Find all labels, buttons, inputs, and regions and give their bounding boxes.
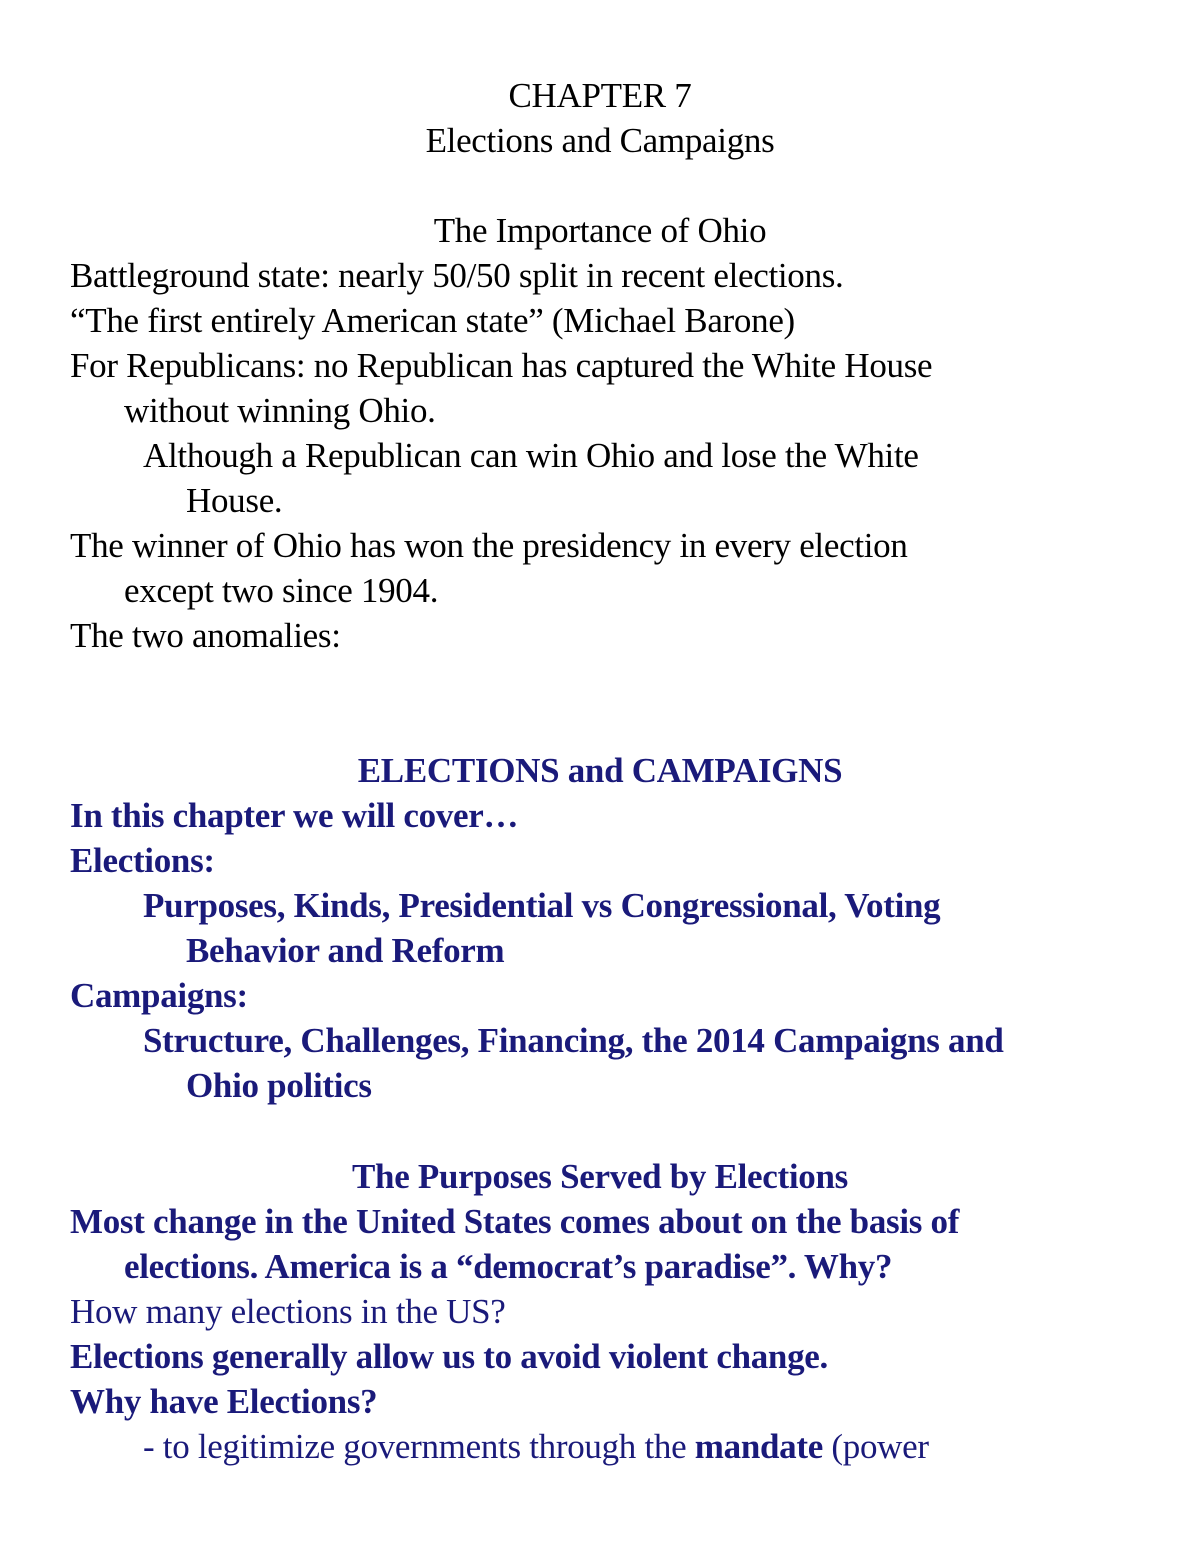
purposes-line-how-many: How many elections in the US?	[70, 1292, 506, 1331]
overview-intro: In this chapter we will cover…	[70, 796, 519, 835]
chapter-number: CHAPTER 7	[508, 76, 692, 115]
overview-elections-label: Elections:	[70, 841, 215, 880]
purposes-line-violent-change: Elections generally allow us to avoid violent change.	[70, 1337, 828, 1376]
legitimize-text: - to legitimize governments through the	[143, 1427, 695, 1466]
legitimize-text-end: (power	[822, 1427, 929, 1466]
chapter-title: Elections and Campaigns	[425, 121, 775, 160]
ohio-line-battleground: Battleground state: nearly 50/50 split in recent elections.	[70, 256, 844, 295]
ohio-line-winner: The winner of Ohio has won the presidency in every election	[70, 526, 908, 565]
section-heading-ohio: The Importance of Ohio	[433, 211, 767, 250]
ohio-line-winner-cont: except two since 1904.	[124, 571, 439, 610]
section-heading-overview: ELECTIONS and CAMPAIGNS	[357, 751, 843, 790]
mandate-term: mandate	[694, 1427, 823, 1466]
ohio-line-republicans: For Republicans: no Republican has captured the White House	[70, 346, 933, 385]
overview-elections-topics-cont: Behavior and Reform	[186, 931, 505, 970]
overview-elections-topics: Purposes, Kinds, Presidential vs Congressional, Voting	[143, 886, 941, 925]
ohio-line-quote: “The first entirely American state” (Michael Barone)	[70, 301, 795, 340]
purposes-line-why: Why have Elections?	[70, 1382, 378, 1421]
ohio-line-anomalies: The two anomalies:	[70, 616, 341, 655]
ohio-line-republicans-cont: without winning Ohio.	[124, 391, 436, 430]
ohio-line-although-cont: House.	[186, 481, 283, 520]
overview-campaigns-label: Campaigns:	[70, 976, 248, 1015]
section-heading-purposes: The Purposes Served by Elections	[352, 1157, 848, 1196]
purposes-line-legitimize	[143, 1425, 929, 1469]
purposes-line-change-cont: elections. America is a “democrat’s paradise”. Why?	[124, 1247, 893, 1286]
overview-campaigns-topics-cont: Ohio politics	[186, 1066, 372, 1105]
purposes-line-change: Most change in the United States comes about on the basis of	[70, 1202, 960, 1241]
ohio-line-although: Although a Republican can win Ohio and lose the White	[143, 436, 919, 475]
overview-campaigns-topics: Structure, Challenges, Financing, the 2014 Campaigns and	[143, 1021, 1004, 1060]
